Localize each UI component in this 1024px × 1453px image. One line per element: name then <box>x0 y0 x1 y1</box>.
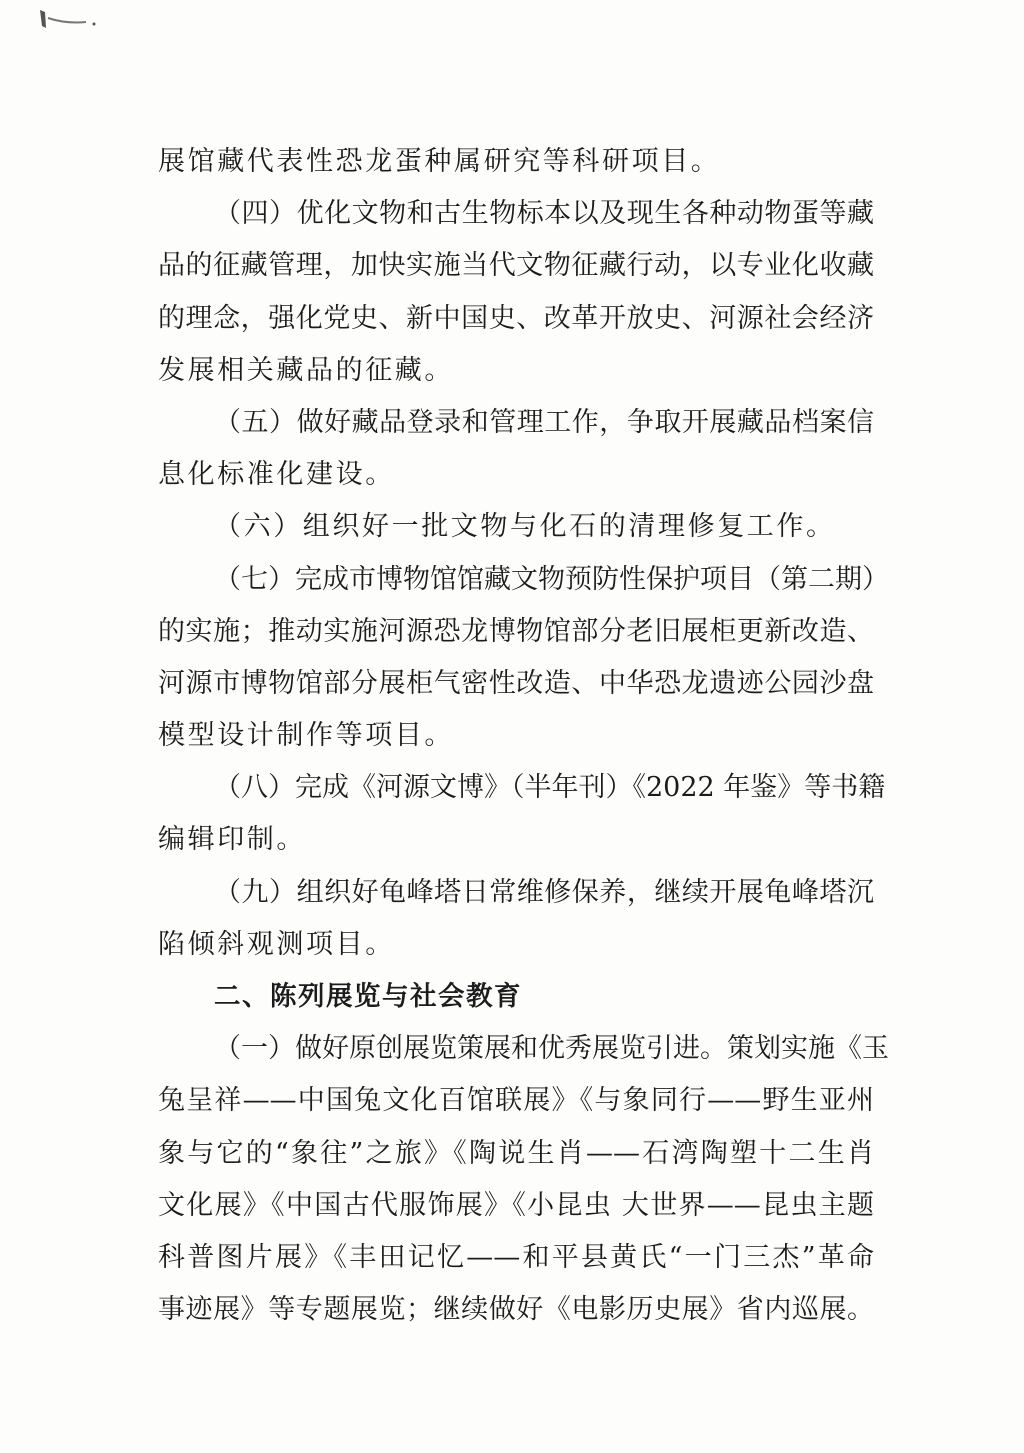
text-line: （一）做好原创展览策展和优秀展览引进。策划实施《玉 <box>214 1033 889 1065</box>
text-line: 编辑印制。 <box>158 824 306 856</box>
text-line: 展馆藏代表性恐龙蛋种属研究等科研项目。 <box>158 146 721 177</box>
text-line: 的理念，强化党史、新中国史、改革开放史、河源社会经济 <box>158 302 874 334</box>
text-line: 兔呈祥——中国兔文化百馆联展》《与象同行——野生亚州 <box>158 1085 874 1117</box>
text-line: 事迹展》等专题展览；继续做好《电影历史展》省内巡展。 <box>158 1294 874 1326</box>
text-line: 陷倾斜观测项目。 <box>158 928 395 960</box>
text-line: 文化展》《中国古代服饰展》《小昆虫 大世界——昆虫主题 <box>158 1189 874 1221</box>
text-line: 象与它的“象往”之旅》《陶说生肖——石湾陶塑十二生肖 <box>158 1137 874 1169</box>
document-body <box>158 136 889 1336</box>
text-line: 河源市博物馆部分展柜气密性改造、中华恐龙遗迹公园沙盘 <box>158 667 874 699</box>
text-line: （六）组织好一批文物与化石的清理修复工作。 <box>214 511 836 543</box>
text-line: 品的征藏管理，加快实施当代文物征藏行动，以专业化收藏 <box>158 250 874 282</box>
text-line: （四）优化文物和古生物标本以及现生各种动物蛋等藏 <box>214 198 874 230</box>
text-line: （七）完成市博物馆馆藏文物预防性保护项目（第二期） <box>214 563 889 595</box>
text-line: 科普图片展》《丰田记忆——和平县黄氏“一门三杰”革命 <box>158 1241 874 1273</box>
text-line: （五）做好藏品登录和管理工作，争取开展藏品档案信 <box>214 406 874 438</box>
text-line: （九）组织好龟峰塔日常维修保养，继续开展龟峰塔沉 <box>214 876 874 908</box>
text-line: 息化标准化建设。 <box>158 459 395 491</box>
text-line: 的实施；推动实施河源恐龙博物馆部分老旧展柜更新改造、 <box>158 615 874 647</box>
text-line: 发展相关藏品的征藏。 <box>158 354 454 386</box>
section-heading: 二、陈列展览与社会教育 <box>214 981 522 1012</box>
scan-mark <box>36 8 98 30</box>
text-line: （八）完成《河源文博》（半年刊）《2022 年鉴》等书籍 <box>214 772 886 804</box>
text-line: 模型设计制作等项目。 <box>158 720 454 752</box>
